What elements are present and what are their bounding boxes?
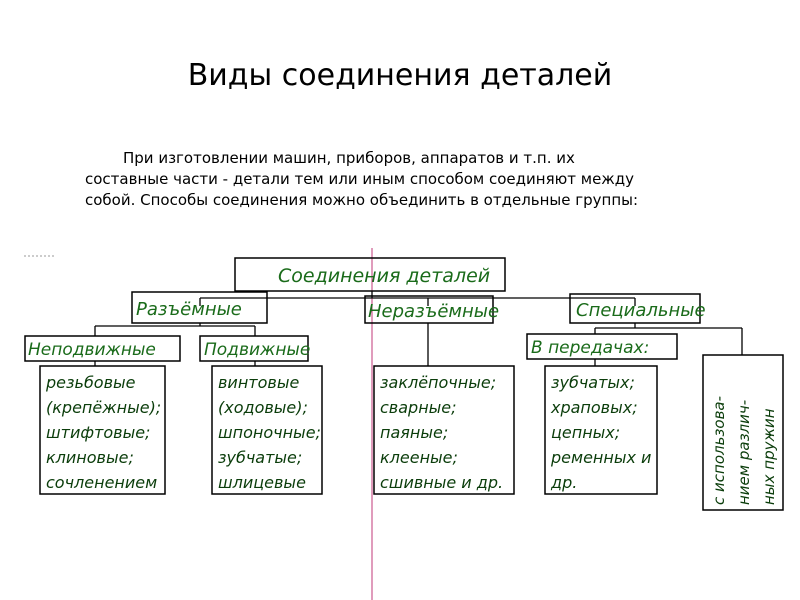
special-label: Специальные	[576, 300, 706, 321]
leaf-item: (крепёжные);	[46, 398, 162, 417]
leaf-item: ных пружин	[760, 408, 778, 505]
leaf-item: сварные;	[380, 398, 457, 417]
leaf-item: зубчатые;	[218, 448, 303, 467]
intro-line: собой. Способы соединения можно объединить в отдельные группы:	[85, 191, 639, 209]
leaf-item: паяные;	[380, 423, 449, 442]
fixed-label: Неподвижные	[28, 340, 156, 360]
leaf-item: с использова-	[710, 395, 728, 505]
detachable-label: Разъёмные	[136, 299, 242, 320]
leaf-item: клиновые;	[46, 448, 134, 467]
leaf-item: штифтовые;	[46, 423, 151, 442]
leaf-item: сшивные и др.	[380, 473, 504, 492]
movable-label: Подвижные	[204, 340, 311, 360]
leaf-item: винтовые	[218, 373, 300, 392]
leaf-item: др.	[551, 473, 578, 492]
leaf-item: ременных и	[551, 448, 652, 467]
intro-line: составные части - детали тем или иным способом соединяют между	[85, 170, 635, 188]
page-title: Виды соединения деталей	[187, 58, 613, 93]
leaf-item: (ходовые);	[218, 398, 308, 417]
intro-line: При изготовлении машин, приборов, аппаратов и т.п. их	[123, 149, 575, 167]
leaf-item: храповых;	[551, 398, 638, 417]
leaf-item: шпоночные;	[218, 423, 321, 442]
leaf-item: резьбовые	[46, 373, 136, 392]
permanent-label: Неразъёмные	[368, 301, 500, 322]
leaf-item: шлицевые	[218, 473, 306, 492]
leaf-item: заклёпочные;	[380, 373, 497, 392]
leaf-item: сочленением	[46, 473, 158, 492]
leaf-item: зубчатых;	[551, 373, 635, 392]
leaf-item: клееные;	[380, 448, 458, 467]
root-label: Соединения деталей	[278, 265, 491, 287]
leaf-item: цепных;	[551, 423, 621, 442]
leaf-item: нием различ-	[735, 399, 753, 505]
transmissions-label: В передачах:	[531, 338, 650, 358]
